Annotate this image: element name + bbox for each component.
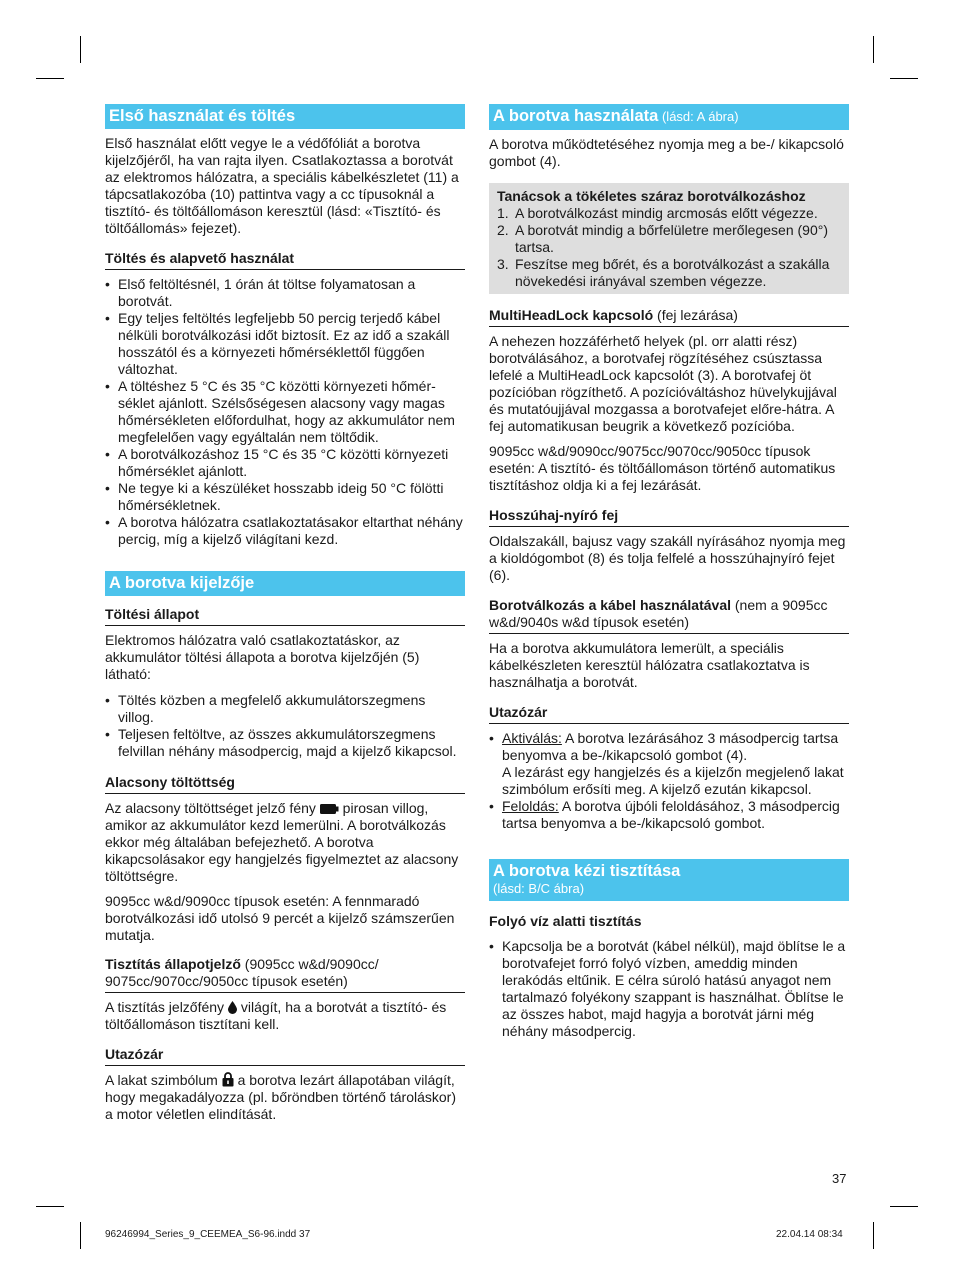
multiheadlock-paragraph: A nehezen hozzáférhető helyek (pl. orr alatti rész) borotválásához, a borotvafej rögzítéséhez csúsztassa lefelé a MultiHeadLock kapcsolót (3). A borotvafej öt pozícióban rögzíthető. A pozícióváltáshoz hüvelykujjával és mutatóujjával mozgassa a borotvafejet előre-hátra. A fej automatikusan beugrik a következő pozícióba.: [489, 333, 837, 434]
section-title-display: A borotva kijelzője: [105, 571, 465, 596]
list-item: • Teljesen feltöltve, az összes akkumulátorszegmens felvillan néhány másodpercig, majd a kijelző kikapcsol.: [105, 726, 465, 760]
trimmer-paragraph: Oldalszakáll, bajusz vagy szakáll nyírásához nyomja meg a kioldógombot (8) és tolja felfelé a hosszúhajnyíró fejet (6).: [489, 533, 846, 583]
footer-file-name: 96246994_Series_9_CEEMEA_S6-96.indd 37: [105, 1229, 311, 1240]
heading-running-water-cleaning: Folyó víz alatti tisztítás: [489, 913, 642, 929]
section-title-using-shaver: A borotva használata (lásd: A ábra): [489, 104, 849, 130]
crop-mark: [36, 1206, 64, 1207]
droplet-icon: [228, 1001, 237, 1014]
cleaning-indicator-paragraph: A tisztítás jelzőfény világít, ha a borotvát a tisztító- és töltőállomáson tisztítani kell.: [105, 999, 447, 1032]
heading-cleaning-indicator: Tisztítás állapotjelző (9095cc w&d/9090cc/ 9075cc/9070cc/9050cc típusok esetén): [105, 956, 465, 993]
footer-timestamp: 22.04.14 08:34: [776, 1229, 843, 1240]
multiheadlock-models-paragraph: 9095cc w&d/9090cc/9075cc/9070cc/9050cc típusok esetén: A tisztító- és töltőállomáson történő automatikus tisztításhoz oldja ki a fej lezárását.: [489, 443, 836, 493]
travel-lock-bullets: [489, 730, 849, 832]
tips-list: [497, 205, 841, 290]
list-item: 3. Feszítse meg bőrét, és a borotválkozást a szakálla növekedési irányával szemben végezze.: [497, 256, 830, 289]
list-item: • Töltés közben a megfelelő akkumulátorszegmens villog.: [105, 692, 465, 726]
page-number: 37: [832, 1171, 847, 1186]
right-column: [489, 104, 849, 1040]
travel-lock-paragraph: A lakat szimbólum a borotva lezárt állapotában világít, hogy megakadályozza (pl. bőröndben történő tároláskor) a motor véletlen elindítását.: [105, 1072, 456, 1122]
heading-long-hair-trimmer: Hosszúhaj-nyíró fej: [489, 507, 849, 527]
tips-box: [489, 183, 849, 294]
water-cleaning-bullets: [489, 938, 849, 1040]
using-shaver-paragraph: A borotva működtetéséhez nyomja meg a be-/ kikapcsoló gombot (4).: [489, 136, 844, 169]
charge-status-paragraph: Elektromos hálózatra való csatlakoztatáskor, az akkumulátor töltési állapota a borotva kijelzőjén (5) látható:: [105, 632, 420, 682]
list-item: • A töltéshez 5 °C és 35 °C közötti környezeti hőmérséklet ajánlott. Szélsőségesen alacsony vagy magas hőmérsékleten előfordulhat, hogy az akkumulátor nem megfelelően vagy egyáltalán nem töltődik.: [105, 378, 465, 446]
low-charge-paragraph: Az alacsony töltöttséget jelző fény pirosan villog, amikor az akkumulátor kezd lemerülni. A borotválkozás ekkor még általában befejezhető. A borotva kikapcsolásakor egy hangjelzés figyelmeztet az alacsony töltöttségre.: [105, 800, 459, 884]
list-item: • Első feltöltésnél, 1 órán át töltse folyamatosan a borotvát.: [105, 276, 465, 310]
list-item: • A borotva hálózatra csatlakoztatásakor eltarthat néhány percig, míg a kijelző világítani kezd.: [105, 514, 465, 548]
list-item: • Aktiválás: A borotva lezárásához 3 másodpercig tartsa benyomva a be-/kikapcsoló gombot (4). A lezárást egy hangjelzés és a kijelzőn megjelenő lakat szimbólum erősíti meg. A kijelző ezután kikapcsol.: [489, 730, 849, 798]
remaining-time-paragraph: 9095cc w&d/9090cc típusok esetén: A fennmaradó borotválkozási idő utolsó 9 percét a kijelző számszerűen mutatja.: [105, 893, 455, 943]
section-title-manual-cleaning: A borotva kézi tisztítása (lásd: B/C ábra): [489, 859, 849, 901]
cable-paragraph: Ha a borotva akkumulátora lemerült, a speciális kábelkészleten keresztül hálózatra csatlakoztatva is használhatja a borotvát.: [489, 640, 810, 690]
crop-mark: [80, 1222, 81, 1249]
crop-mark: [36, 78, 64, 79]
charging-bullet-list: [105, 276, 465, 548]
list-item: 2. A borotvát mindig a bőrfelületre merőlegesen (90°) tartsa.: [497, 222, 828, 255]
list-item: • Egy teljes feltöltés legfeljebb 50 percig terjedő kábel nélküli borotválkozási időt biztosít. Ez az idő a szakáll hosszától és a környezeti hőmérséklettől függően változhat.: [105, 310, 465, 378]
first-use-paragraph: Első használat előtt vegye le a védőfóliát a borotva kijelzőjéről, ha van rajta ilyen. Csatlakoztassa a borotvát az elektromos hálózatra, a speciális kábelkészletet (11) a tápcsatlakozóba (10) pattintva vagy a cc típusoknál a tisztító- és töltőállomáson keresztül (lásd: «Tisztító- és töltőállomás» fejezet).: [105, 135, 459, 236]
crop-mark: [873, 36, 874, 63]
heading-multiheadlock: MultiHeadLock kapcsoló (fej lezárása): [489, 307, 849, 327]
list-item: • Feloldás: A borotva újbóli feloldásához, 3 másodpercig tartsa benyomva a be-/kikapcsoló gombot.: [489, 798, 849, 832]
crop-mark: [890, 1206, 918, 1207]
battery-icon: [320, 803, 339, 815]
padlock-icon: [222, 1072, 234, 1087]
section-title-first-use: Első használat és töltés: [105, 104, 465, 129]
tips-title: Tanácsok a tökéletes száraz borotválkozáshoz: [497, 188, 806, 204]
heading-shaving-with-cable: Borotválkozás a kábel használatával (nem a 9095cc w&d/9040s w&d típusok esetén): [489, 597, 849, 634]
heading-charging-basic-use: Töltés és alapvető használat: [105, 250, 465, 270]
left-column: [105, 104, 465, 1123]
list-item: • Kapcsolja be a borotvát (kábel nélkül), majd öblítse le a borotvafejet forró folyó vízben, ameddig minden lerakódás eltűnik. E célra súroló hatású anyagot nem tartalmazó folyékony szappant is használhat. Öblítse le az összes habot, majd hagyja a borotvát járni még néhány másodpercig.: [489, 938, 849, 1040]
list-item: • Ne tegye ki a készüléket hosszabb ideig 50 °C fölötti hőmérsékletnek.: [105, 480, 465, 514]
crop-mark: [873, 1222, 874, 1249]
crop-mark: [80, 36, 81, 63]
heading-low-charge: Alacsony töltöttség: [105, 774, 465, 794]
list-item: 1. A borotválkozást mindig arcmosás előtt végezze.: [497, 205, 818, 221]
crop-mark: [890, 78, 918, 79]
charge-status-bullets: [105, 692, 465, 760]
heading-travel-lock: Utazózár: [105, 1046, 465, 1066]
heading-travel-lock-usage: Utazózár: [489, 704, 849, 724]
list-item: • A borotválkozáshoz 15 °C és 35 °C közötti környezeti hőmérséklet ajánlott.: [105, 446, 465, 480]
heading-charge-status: Töltési állapot: [105, 606, 465, 626]
